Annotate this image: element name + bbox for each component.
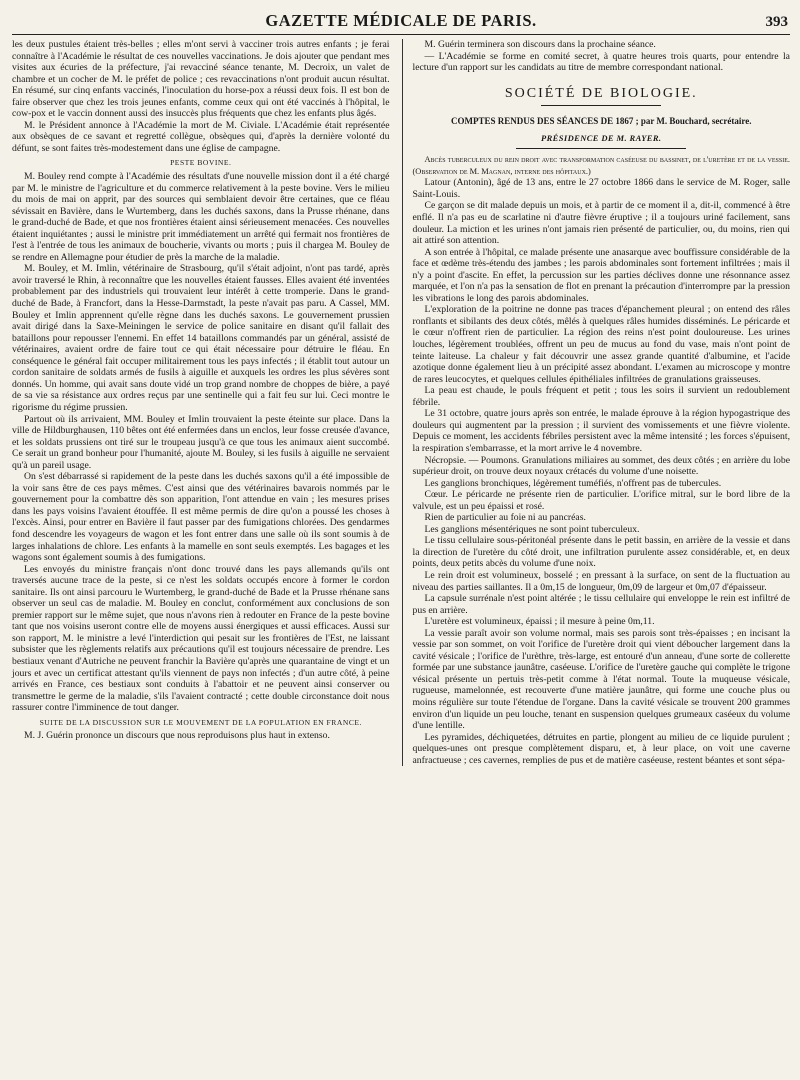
right-column xyxy=(413,39,791,766)
paragraph: Cœur. Le péricarde ne présente rien de particulier. L'orifice mitral, sur le bord libre de la valvule, est un peu épaissi et rosé. xyxy=(412,489,790,512)
paragraph: M. le Président annonce à l'Académie la mort de M. Civiale. L'Académie était représentée aux obsèques de ce savant et regretté collègue, obsèques qui, d'après la dernière volonté du défunt, se sont faites très-modestement dans une église de campagne. xyxy=(12,119,390,154)
paragraph: La vessie paraît avoir son volume normal, mais ses parois sont très-épaisses ; en incisant la vessie par son sommet, on voit l'orifice de l'uretère droit qui vient déboucher largement dans la cavité vésicale ; l'orifice de l'urèthre, très-large, est entouré d'un anneau, d'une sorte de collerette formée par une substance jaunâtre, caséeuse. L'orifice de l'uretère gauche qui complète le trigone vésical présente un pertuis très-petit comme à l'état normal. Toute la muqueuse vésicale, rugueuse, mamelonnée, est recouverte d'une matière jaunâtre, qui forme une couche plus ou moins régulière sur toute l'étendue de l'organe. Dans la cavité vésicale se trouvent 200 grammes environ d'un liquide un peu louche, tenant en suspension quelques grumeaux caséeux du volume d'une lentille. xyxy=(412,627,790,732)
paragraph: Les ganglions bronchiques, légèrement tuméfiés, n'offrent pas de tubercules. xyxy=(424,477,722,489)
paragraph: L'uretère est volumineux, épaissi ; il mesure à peine 0m,11. xyxy=(424,616,655,628)
paragraph: Les envoyés du ministre français n'ont donc trouvé dans les pays allemands qu'ils ont traversés aucune trace de la peste, si ce n'est les soldats occupés encore à former le cordon sanitaire. Ils ont ainsi parcouru le Wurtemberg, le grand-duché de Bade et la Prusse rhénane sans observer un seul cas de maladie. M. Bouley en conclut, conformément aux conclusions de son premier rapport sur le même sujet, que nous n'avons rien à redouter en France de la peste bovine tant que nos voisins useront contre elle de moyens aussi énergiques et aussi efficaces. Aussi sur son rapport, M. le ministre a levé l'interdiction qui pesait sur les frontières de l'Est, ne laissant subsister que les règlements relatifs aux précautions qu'il est toujours nécessaire de prendre. Les bestiaux venant d'Autriche ne peuvent franchir la Bavière qu'après une quarantaine de vingt et un jours et avec un certificat attestant qu'ils viennent de pays non infectés ; d'un autre côté, à peine arrivés en France, ces bestiaux sont conduits à l'abattoir et ne peuvent ainsi conserver ou transmettre le germe de la maladie, s'ils l'avaient contracté ; cette double circonstance doit nous rassurer contre l'imminence de tout danger. xyxy=(12,563,390,714)
column-divider xyxy=(402,39,403,766)
journal-title: GAZETTE MÉDICALE DE PARIS. xyxy=(265,11,537,30)
paragraph: On s'est débarrassé si rapidement de la peste dans les duchés saxons qu'il a été impossible de la voir sans être de ces pays mêmes. C'est ainsi que des vétérinaires bavarois nommés par le gouvernement pour la combattre dès son apparition, l'ont attendue en vain ; les mesures prises dans les pays voisins l'avaient étouffée. Il est même permis de dire qu'on a poussé les choses à l'excès. Ainsi, pour entrer en Bavière il faut passer par des fumigations chlorées. Des gendarmes fond descendre les voyageurs de wagon et les font entrer dans une salle où ils sont soumis à de larges inhalations de chlore. Les enfants à la mamelle en sont seuls exemptés. Les bagages et les wagons sont également soumis à des fumigations. xyxy=(12,471,390,564)
comptes-rendus-line: COMPTES RENDUS DES SÉANCES DE 1867 ; par M. Bouchard, secrétaire. xyxy=(451,116,752,127)
observation-title: Abcès tuberculeux du rein droit avec transformation caséeuse du bassinet, de l'uretère et de la vessie. (Observation de M. Magnan, interne des hôpitaux.) xyxy=(412,155,790,176)
paragraph: les deux pustules étaient très-belles ; elles m'ont servi à vacciner trois autres enfants ; je ferai connaître à l'Académie le résultat de ces nouvelles vaccinations. Je dois ajouter que pendant mes visites aux écuries de la préfecture, j'ai revacciné séance tenante, M. Decroix, un valet de chambre et un cocher de M. le préfet de police ; ces revaccinations n'ont produit aucun résultat. En résumé, sur cinq enfants vaccinés, l'inoculation du horse-pox a réussi deux fois. Il est bon de faire observer que chez les trois jeunes enfants, comme ceux qui ont été vaccinés à l'hôpital, le cow-pox et le vaccin donnent aussi des insuccès plus fréquents que chez les enfants plus âgés. xyxy=(12,39,390,120)
paragraph: Rien de particulier au foie ni au pancréas. xyxy=(424,512,586,524)
page-header xyxy=(12,6,790,35)
paragraph: Les ganglions mésentériques ne sont point tuberculeux. xyxy=(424,523,640,535)
paragraph: Latour (Antonin), âgé de 13 ans, entre le 27 octobre 1866 dans le service de M. Roger, salle Saint-Louis. xyxy=(412,177,790,200)
section-heading-suite-discussion: SUITE DE LA DISCUSSION SUR LE MOUVEMENT DE LA POPULATION EN FRANCE. xyxy=(39,717,362,727)
section-heading-peste-bovine: PESTE BOVINE. xyxy=(170,158,232,168)
heading-rule xyxy=(541,105,661,106)
paragraph: La peau est chaude, le pouls fréquent et petit ; tous les soirs il survient un redoublement fébrile. xyxy=(412,385,790,408)
page-number: 393 xyxy=(765,14,788,30)
paragraph: M. Guérin terminera son discours dans la prochaine séance. xyxy=(424,39,656,50)
paragraph: — L'Académie se forme en comité secret, à quatre heures trois quarts, pour entendre la lecture d'un rapport sur les candidats au titre de membre correspondant national. xyxy=(412,50,790,74)
paragraph: Les pyramides, déchiquetées, détruites en partie, plongent au milieu de ce liquide purulent ; quelques-unes ont presque complètement disparu, et, à leur place, on voit une caverne anfractueuse ; ces cavernes, remplies de pus et de matière caséeuse, restent béantes et sont sépa- xyxy=(412,731,790,766)
paragraph: Le rein droit est volumineux, bosselé ; en pressant à la surface, on sent de la fluctuation au niveau des parties saillantes. Il a 0m,15 de longueur, 0m,09 de largeur et 0m,07 d'épaisseur. xyxy=(412,569,790,593)
paragraph: A son entrée à l'hôpital, ce malade présente une anasarque avec bouffissure considérable de la face et œdème très-étendu des jambes ; les parois abdominales sont fortement infiltrées ; mais il n'y a point d'ascite. En effet, la percussion sur les parties déclives donne une résonnance assez marquée, et l'on n'a pas la sensation de flot en prenant la précaution d'interrompre par la pression les vibrations le long des parois abdominales. xyxy=(412,246,790,304)
paragraph: Nécropsie. — Poumons. Granulations miliaires au sommet, des deux côtés ; en arrière du lobe supérieur droit, on trouve deux noyaux crétacés du volume d'une noisette. xyxy=(412,454,790,478)
paragraph: M. Bouley, et M. Imlin, vétérinaire de Strasbourg, qu'il s'était adjoint, n'ont pas tardé, après avoir traversé le Rhin, à reconnaître que les nouvelles étaient fausses. Elles avaient été inventées probablement par des industriels qui trouvaient leur intérêt à cette tromperie. Dans le grand-duché de Bade, à Francfort, dans la Hesse-Darmstadt, la peste n'avait pas paru. A Cassel, MM. Bouley et Imlin apprennent qu'elle règne dans les duchés saxons. Le gouvernement prussien avait dirigé dans la Saxe-Meiningen le service de police sanitaire en disant qu'il fallait des bataillons pour repousser l'ennemi. En effet 14 bataillons commandés par un général, assisté de vétérinaires, avaient ordre de faire tout ce qui était nécessaire pour détruire le fléau. En conséquence le général fait occuper militairement tous les pays infectés ; il établit tout autour un cordon sanitaire de soldats armés de fusils à aiguille et auxquels les ordres les plus sévères sont donnés. Un homme, qui avait sans doute vidé un trop grand nombre de choppes de bière, a payé de sa vie sa résistance aux ordres reçus par une sentinelle qui a fait feu sur lui. Ceci montre le rigorisme du régime prussien. xyxy=(12,263,390,413)
society-heading xyxy=(413,85,791,107)
paragraph: M. J. Guérin prononce un discours que nous reproduisons plus haut in extenso. xyxy=(24,730,330,742)
paragraph: Le tissu cellulaire sous-péritonéal présente dans le petit bassin, en arrière de la vessie et dans la direction de l'uretère du côté droit, une infiltration purulente assez considérable, et, en deux points, deux petits abcès du volume d'une noix. xyxy=(412,535,790,570)
presidence-line: PRÉSIDENCE DE M. RAYER. xyxy=(541,132,662,143)
paragraph: La capsule surrénale n'est point altérée ; le tissu cellulaire qui enveloppe le rein est infiltré de pus en arrière. xyxy=(412,593,790,616)
paragraph: M. Bouley rend compte à l'Académie des résultats d'une nouvelle mission dont il a été chargé par M. le ministre de l'agriculture et du commerce relativement à la peste bovine. Vers le milieu du mois de mai on apprit, par des sources qui semblaient devoir être certaines, que ce fléau sévissait en Bavière, dans le Wurtemberg, dans les duchés saxons, dans la Prusse rhénane, dans le grand-duché de Bade, et que nos frontières étaient ainsi sérieusement menacées. Ces nouvelles étaient inquiétantes ; aussi le ministre prit immédiatement un arrêté qui fermait nos frontières de l'est à l'entrée de tous les animaux de boucherie, vivants ou morts ; puis il chargea M. Bouley de se rendre en Allemagne pour étudier de près la marche de la maladie. xyxy=(12,171,390,263)
left-column xyxy=(12,39,390,766)
paragraph: L'exploration de la poitrine ne donne pas traces d'épanchement pleural ; on entend des râles ronflants et sibilants des deux côtés, mêlés à quelques râles humides disséminés. Le péricarde et le cœur n'offrent rien de particulier. La région des reins n'est point douloureuse. Les urines louches, légèrement troublées, offrent un peu de mucus au fond du vase, mais n'ont point de teinte laiteuse. La chaleur y fait découvrir une assez grande quantité d'albumine, et l'acide azotique donne également lieu à un précipité assez abondant. L'examen au microscope y montre de rares leucocytes, et quelques cellules épithéliales infiltrées de granulations graisseuses. xyxy=(412,304,790,385)
paragraph: Partout où ils arrivaient, MM. Bouley et Imlin trouvaient la peste éteinte sur place. Dans la ville de Hildburghausen, 110 bêtes ont été enfermées dans un enclos, leur fosse creusée d'avance, et les soldats prussiens ont tiré sur le troupeau jusqu'à ce que tous les animaux aient succombé. Ce serait un grand bonheur pour l'humanité, ajoute M. Bouley, si les fusils à aiguille ne servaient qu'à un pareil usage. xyxy=(12,413,390,471)
society-title: SOCIÉTÉ DE BIOLOGIE. xyxy=(504,85,698,101)
paragraph: Ce garçon se dit malade depuis un mois, et à partir de ce moment il a, dit-il, commencé à être enflé. Il n'a pas eu de scarlatine ni d'autre fièvre éruptive ; il a toujours uriné facilement, sans douleur. La miction et les urines n'ont jamais rien présenté de particulier, ou, du moins, rien qui ait attiré son attention. xyxy=(412,200,790,247)
paragraph: Le 31 octobre, quatre jours après son entrée, le malade éprouve à la région hypogastrique des douleurs qui augmentent par la pression ; il survient des vomissements et une fièvre violente. Depuis ce moment, les accidents fébriles persistent avec la même intensité ; les forces s'épuisent, la respiration s'embarrasse, et la mort arrive le 4 novembre. xyxy=(412,408,790,454)
short-rule xyxy=(516,148,686,149)
